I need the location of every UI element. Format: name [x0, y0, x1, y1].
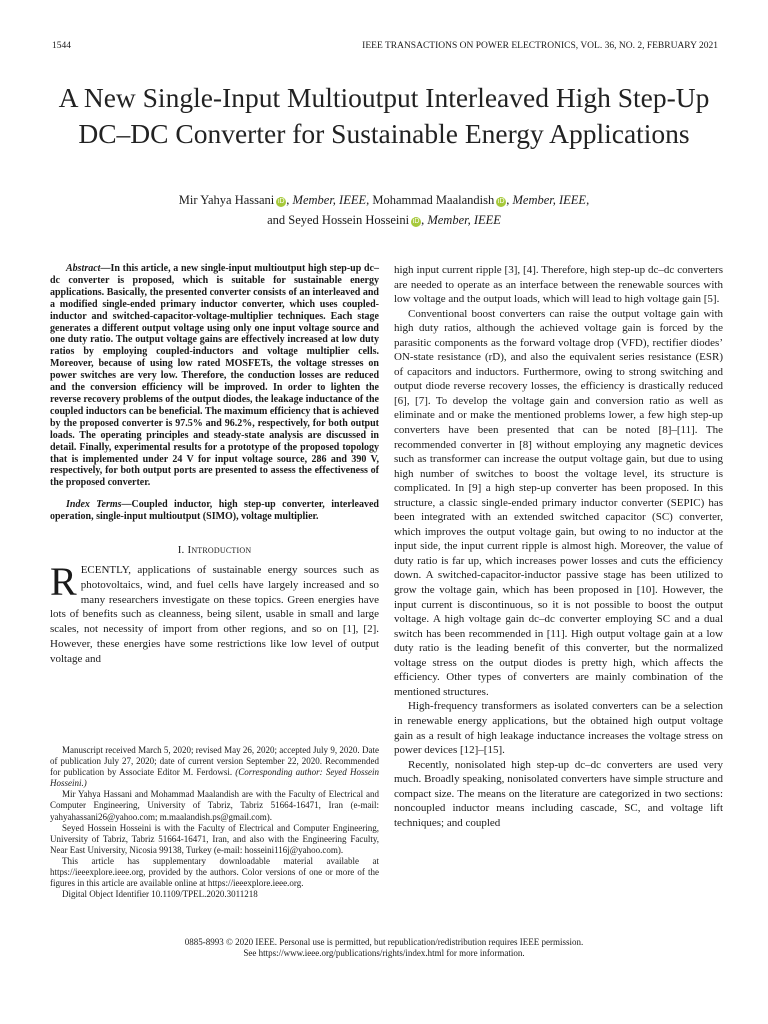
abstract-text: —In this article, a new single-input multioutput high step-up dc–dc converter is proposed, which is suitable for sustainable energy applications. Basically, the presented converter consists of an interleaved and a modified single-ended primary inductor converter, which uses coupled-inductor and switched-capacitor-voltage-multiplier techniques. Each stage generates a different output voltage using only one input voltage source and one duty ratio. The output voltage gains are effectively increased at low duty ratios by employing coupled-inductors and voltage multiplier cells. Moreover, because of using low rated MOSFETs, the voltage stresses on power switches are very low. Therefore, the conduction losses are reduced and the conversion efficiency will be improved. In order to lighten the reverse recovery problems of the output diodes, the leakage inductance of the coupled inductors can be beneficial. The maximum efficiency that is achieved by the proposed converter is 97.5% and 96.2%, respectively, for both output loads. The operating principles and steady-state analysis are discussed in detail. Finally, experimental results for a prototype of the proposed topology that is implemented under 24 V for input voltage source, 286 and 390 V, respectively, for both output ports are presented to assess the effectiveness of the proposed converter.	[50, 263, 379, 489]
author-2-name: Mohammad Maalandish	[372, 193, 495, 207]
footnote-received: Manuscript received March 5, 2020; revised May 26, 2020; accepted July 9, 2020. Date of publication July 27, 2020; date of current version September 22, 2020. Recommended for publication by Associate Editor M. Ferdowsi. (Corresponding author: Seyed Hossein Hosseini.)	[50, 745, 379, 789]
index-terms-text: —Coupled inductor, high step-up converter, interleaved operation, single-input multioutput (SIMO), voltage multiplier.	[50, 499, 379, 523]
rights-line: See https://www.ieee.org/publications/rights/index.html for more information.	[243, 948, 525, 958]
footnote-doi: Digital Object Identifier 10.1109/TPEL.2020.3011218	[62, 889, 258, 900]
corresponding-author: (Corresponding author: Seyed Hossein Hosseini.)	[50, 767, 379, 789]
section-heading	[50, 543, 379, 557]
drop-cap: R	[50, 559, 77, 605]
footnote-supplementary: This article has supplementary downloadable material available at https://ieeexplore.ieee.org, provided by the authors. Color versions of one or more of the figures in this article are available online at https://ieeexplore.ieee.org.	[50, 855, 379, 889]
abstract-label: Abstract	[66, 263, 101, 274]
paper-title: A New Single-Input Multioutput Interleaved High Step-Up DC–DC Converter for Sustainable Energy Applications	[58, 82, 710, 149]
paragraph: high input current ripple [3], [4]. Therefore, high step-up dc–dc converters are needed to operate as an interface between the renewable sources with low voltage and the output loads, which will lead to high voltage gain [5].	[394, 264, 723, 306]
journal-header: IEEE TRANSACTIONS ON POWER ELECTRONICS, VOL. 36, NO. 2, FEBRUARY 2021	[362, 41, 718, 51]
section-number: I.	[177, 544, 185, 557]
author-list: Mir Yahya Hassani iD , Member, IEEE, Mohammad Maalandish iD , Member, IEEE, and Seyed Hossein Hosseini iD , Member, IEEE	[178, 193, 590, 227]
author-3-role: Member, IEEE	[427, 213, 501, 227]
footnote-affiliation-1: Mir Yahya Hassani and Mohammad Maalandish are with the Faculty of Electrical and Computer Engineering, University of Tabriz, Tabriz 51664-16471, Iran (e-mail: yahyahassani26@yahoo.com; m.maalandish.ps@gmail.com).	[50, 789, 379, 822]
author-1-role: Member, IEEE	[292, 193, 367, 207]
left-column	[50, 263, 379, 666]
orcid-icon[interactable]: iD	[412, 218, 420, 225]
footnotes	[50, 745, 379, 900]
copyright-footer	[40, 937, 728, 959]
page-number: 1544	[52, 41, 71, 51]
paragraph: High-frequency transformers as isolated converters can be a selection in renewable energy applications, but the obtained high output voltage gain as a result of high leakage inductance increases the voltage stress on power devices [12]–[15].	[394, 700, 723, 757]
right-column	[394, 263, 723, 830]
paragraph: Conventional boost converters can raise the output voltage gain with high duty ratios, although the achieved voltage gain is forced by the parasitic components as the forward voltage drop (VFD), rectifier diodes’ ON-state resistance (rD), and also the equivalent series resistance (ESR) of capacitors and inductors. Furthermore, owing to strong switching and output diode reverse recovery losses, the efficiency is drastically reduced [6], [7]. To develop the voltage gain and conversion ratio as well as eliminate and or make the mentioned problems lower, a few high step-up converters have been presented that can be noted [8]–[11]. The recommended converter in [8] without employing any magnetic devices such as transformer can increase the output voltage gain, but due to using high number of switches to boost the voltage level, its structure is complicated. In [9] a high step-up converter has been proposed. In this structure, a classic single-ended primary inductor converter (SEPIC) has been integrated with an extended switched capacitor (SC) converter, which improves the output voltage gain, but owing to no inductor at the input side, the input current ripple is almost high. Moreover, the value of duty ratio is far up, which increases power losses and cuts the efficiency down. A switched-capacitor-inductor passive stage has been utilized to grow the voltage gain, which has been proposed in [10]. However, the input current is discontinuous, so it is not possible to boost the output voltage. A high voltage gain dc–dc converter employing SC and a dual switch has been recommended in [11]. High output voltage gain at a low duty ratio is the leading benefit of this converter, but the normalized voltage stress on the output diodes is pretty high, which affects the efficiency. Other types of converters are mainly combination of the mentioned structures.	[394, 307, 723, 698]
orcid-icon[interactable]: iD	[497, 198, 505, 205]
paragraph: Recently, nonisolated high step-up dc–dc converters are used very much. Broadly speaking, nonisolated converters have simple structure and compact size. The means on the literature are categorized in two sections: noncoupled inductor means including cascade, SC, and voltage lift techniques; and coupled	[394, 758, 723, 829]
index-terms-label: Index Terms	[66, 499, 122, 511]
abstract	[50, 263, 379, 489]
footnote-affiliation-2: Seyed Hossein Hosseini is with the Faculty of Electrical and Computer Engineering, University of Tabriz, Tabriz 51664-16471, Iran, and also with the Engineering Faculty, Near East University, Nicosia 99138, Turkey (e-mail: hosseini116j@yahoo.com).	[50, 822, 379, 855]
orcid-icon[interactable]: iD	[277, 198, 285, 205]
author-2-role: Member, IEEE	[512, 193, 587, 207]
intro-text: ECENTLY, applications of sustainable energy sources such as photovoltaics, wind, and fuel cells have largely increased and so many researchers investigate on these topics. Green energies have lots of benefits such as cleanness, being silent, usable in small and large scales, not necessity of import from other regions, and so on [1], [2]. However, these energies have some restrictions like low level of output voltage and	[50, 564, 379, 665]
index-terms	[50, 499, 379, 523]
author-3-name: and Seyed Hossein Hosseini	[267, 213, 410, 227]
intro-paragraph	[50, 559, 379, 666]
copyright-line: 0885-8993 © 2020 IEEE. Personal use is permitted, but republication/redistribution requires IEEE permission.	[184, 937, 584, 947]
author-1-name: Mir Yahya Hassani	[178, 193, 275, 207]
section-title: Introduction	[187, 544, 252, 557]
